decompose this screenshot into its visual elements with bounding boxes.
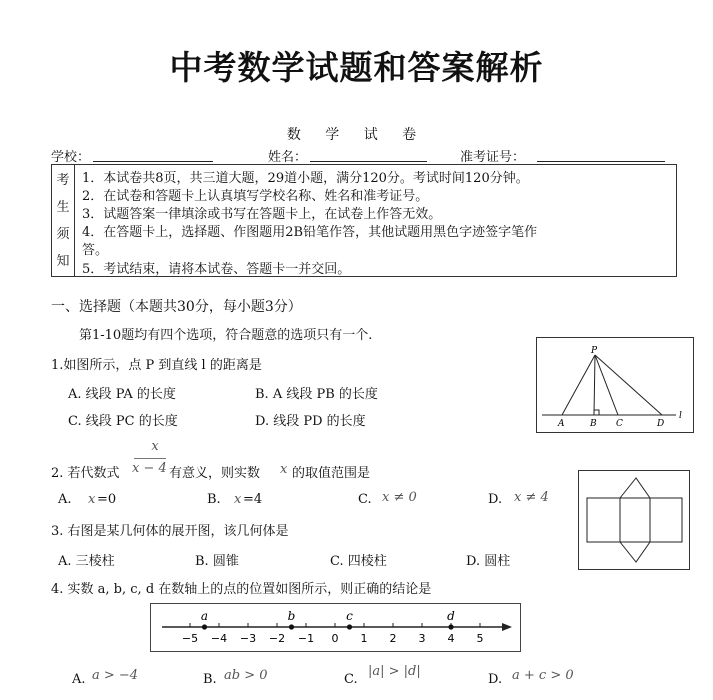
tick-label: 4	[447, 632, 455, 645]
notice-line: 2．在试卷和答题卡上认真填写学校名称、姓名和准考证号。	[82, 189, 429, 204]
label-l: l	[679, 411, 682, 421]
question-1-option-a: A. 线段 PA 的长度	[68, 387, 176, 402]
net-top-triangle	[620, 478, 650, 498]
tick-label: 3	[418, 632, 426, 645]
question-4-stem: 4. 实数 a, b, c, d 在数轴上的点的位置如图所示，则正确的结论是	[51, 582, 432, 597]
notice-side-char: 须	[56, 227, 70, 242]
question-4-number-line	[150, 603, 530, 653]
label-a: A	[558, 419, 565, 429]
school-label: 学校：	[51, 150, 91, 165]
tick-label: −5	[181, 632, 199, 645]
fraction-numerator: x	[151, 439, 159, 454]
segment-pb	[594, 355, 595, 415]
section-intro: 第1-10题均有四个选项，符合题意的选项只有一个.	[79, 328, 373, 343]
question-2-option-b-math: x	[234, 492, 242, 507]
question-3-option-b: B. 圆锥	[195, 554, 239, 569]
notice-side-label	[52, 165, 75, 276]
question-4-option-a-label: A.	[72, 672, 86, 687]
question-1-option-d: D. 线段 PD 的长度	[255, 414, 366, 429]
question-2-option-b-tail: =4	[243, 492, 263, 507]
question-2-option-a-tail: =0	[97, 492, 117, 507]
question-4-option-d-math: a + c > 0	[512, 668, 574, 683]
net-rectangles	[587, 498, 682, 542]
notice-line: 3．试题答案一律填涂或书写在答题卡上，在试卷上作答无效。	[82, 207, 442, 222]
question-2-option-b-label: B.	[207, 492, 221, 507]
segment-pa	[562, 355, 595, 415]
segment-pd	[595, 355, 662, 415]
question-1-option-b: B. A 线段 PB 的长度	[255, 387, 378, 402]
tick-label: −3	[239, 632, 257, 645]
point-label-a: a	[200, 609, 209, 623]
fraction-denominator: x − 4	[132, 461, 167, 476]
name-label: 姓名：	[268, 150, 308, 165]
point-d	[448, 624, 453, 629]
question-1-option-c: C. 线段 PC 的长度	[68, 414, 178, 429]
question-4-option-a-math: a > −4	[92, 668, 139, 683]
point-label-d: d	[447, 609, 455, 623]
label-d: D	[657, 419, 665, 429]
question-2-option-c-label: C.	[358, 492, 372, 507]
notice-box	[51, 164, 677, 277]
net-bottom-triangle	[620, 542, 650, 562]
axis-arrow	[502, 623, 512, 631]
notice-line: 1．本试卷共8页，共三道大题，29道小题，满分120分。考试时间120分钟。	[82, 171, 529, 186]
question-1-stem: 1.如图所示，点 P 到直线 l 的距离是	[51, 358, 262, 373]
tick-label: −1	[297, 632, 315, 645]
question-2-stem-c: 的取值范围是	[292, 466, 371, 481]
tick-label: −2	[268, 632, 286, 645]
question-4-option-c-label: C.	[344, 672, 358, 687]
point-label-c: c	[346, 609, 353, 623]
figure-frame	[579, 471, 690, 570]
notice-line: 5．考试结束，请将本试卷、答题卡一并交回。	[82, 262, 351, 277]
name-field	[310, 161, 427, 162]
point-a	[202, 624, 207, 629]
question-2-option-d-math: x ≠ 4	[514, 490, 549, 505]
notice-side-char: 生	[56, 200, 70, 215]
label-c: C	[616, 419, 623, 429]
question-2-option-c-math: x ≠ 0	[382, 490, 417, 505]
question-4-option-c-math: |a| > |d|	[368, 664, 421, 679]
point-b	[289, 624, 294, 629]
question-3-option-c: C. 四棱柱	[330, 554, 387, 569]
tick-label: 5	[476, 632, 484, 645]
question-2-option-a-label: A.	[58, 492, 72, 507]
point-label-b: b	[287, 609, 296, 623]
notice-side-char: 知	[56, 254, 70, 269]
question-3-option-a: A. 三棱柱	[58, 554, 115, 569]
question-4-option-b-math: ab > 0	[224, 668, 268, 683]
exam-id-label: 准考证号：	[460, 150, 526, 165]
notice-line: 4．在答题卡上，选择题、作图题用2B铅笔作答，其他试题用黑色字迹签字笔作	[82, 225, 538, 240]
fraction-bar	[134, 458, 166, 459]
tick-label: 0	[331, 632, 339, 645]
question-3-stem: 3. 右图是某几何体的展开图，该几何体是	[51, 524, 289, 539]
exam-id-field	[537, 161, 665, 162]
page-title: 中考数学试题和答案解析	[169, 48, 544, 87]
school-field	[93, 161, 213, 162]
tick-label: −4	[210, 632, 228, 645]
right-angle-mark	[594, 410, 599, 415]
question-3-option-d: D. 圆柱	[466, 554, 511, 569]
label-b: B	[590, 419, 597, 429]
tick-label: 2	[389, 632, 397, 645]
question-2-var: x	[280, 462, 288, 477]
section-title: 一、选择题（本题共30分，每小题3分）	[51, 299, 302, 315]
segment-pc	[595, 355, 618, 415]
tick-label: 1	[360, 632, 368, 645]
notice-line: 答。	[82, 243, 109, 258]
label-p: P	[591, 346, 598, 356]
question-2-stem-a: 2. 若代数式	[51, 466, 120, 481]
question-1-figure	[536, 337, 694, 433]
notice-side-char: 考	[56, 173, 70, 188]
question-2-stem-b: 有意义，则实数	[169, 466, 261, 481]
point-c	[347, 624, 352, 629]
question-4-option-b-label: B.	[203, 672, 217, 687]
question-3-net-figure	[578, 470, 690, 570]
question-2-option-d-label: D.	[488, 492, 503, 507]
question-2-option-a-math: x	[88, 492, 96, 507]
exam-subtitle: 数 学 试 卷	[286, 127, 427, 143]
question-4-option-d-label: D.	[488, 672, 503, 687]
